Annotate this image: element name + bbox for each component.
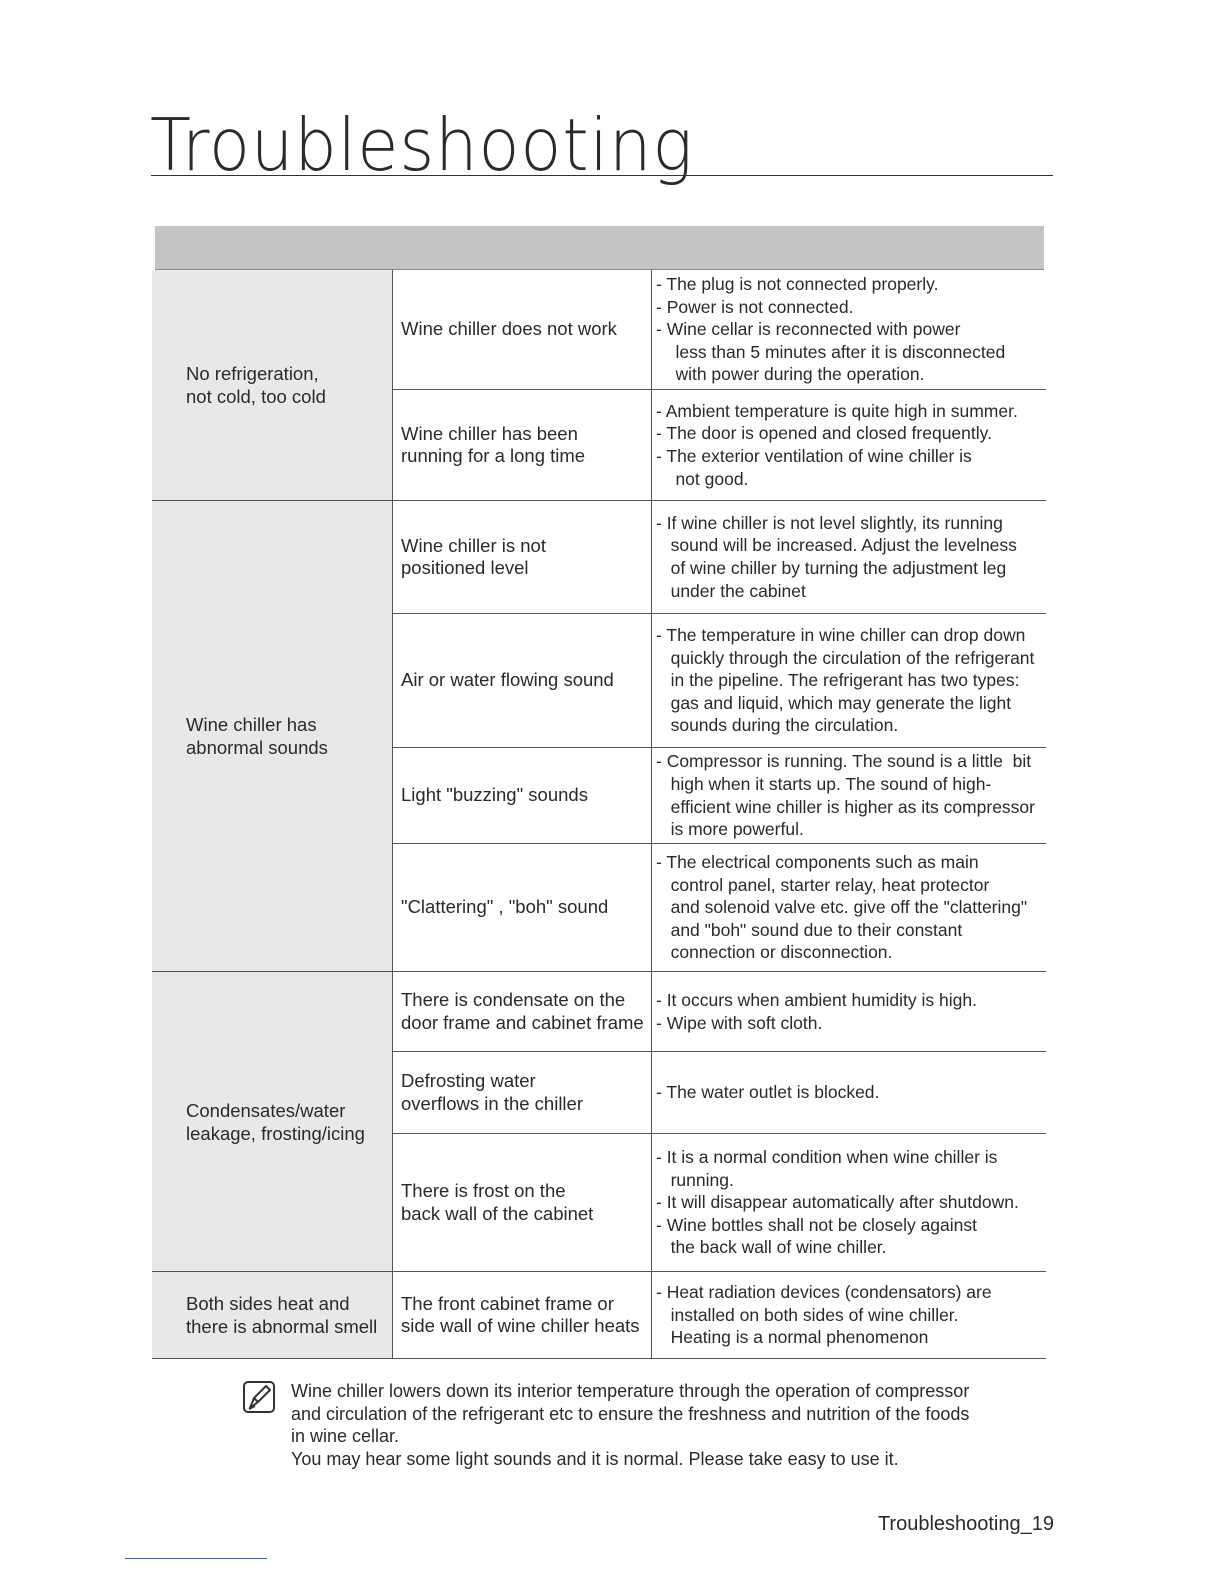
cause-rows — [393, 270, 1046, 500]
problem-cell: No refrigeration, not cold, too cold — [152, 270, 393, 500]
cause-rows — [393, 972, 1046, 1271]
note-icon — [242, 1380, 276, 1414]
cause-cell: Defrosting water overflows in the chiller — [393, 1052, 652, 1133]
solution-line: - The temperature in wine chiller can drop down — [656, 625, 1026, 646]
troubleshooting-table — [152, 270, 1046, 1359]
solution-line: less than 5 minutes after it is disconnected — [656, 341, 1006, 362]
solution-line: - It occurs when ambient humidity is high. — [656, 989, 977, 1010]
solution-line: and solenoid valve etc. give off the "clattering" — [656, 897, 1028, 918]
solution-line: sound will be increased. Adjust the levelness — [656, 535, 1017, 556]
table-row — [393, 1051, 1046, 1133]
solution-line: high when it starts up. The sound of high- — [656, 773, 992, 794]
solution-line: of wine chiller by turning the adjustment leg — [656, 558, 1007, 578]
problem-group — [152, 270, 1046, 501]
table-row — [393, 843, 1046, 971]
solution-line: with power during the operation. — [656, 364, 925, 385]
problem-cell: Condensates/water leakage, frosting/icing — [152, 972, 393, 1271]
cause-cell: Wine chiller is not positioned level — [393, 501, 652, 613]
solution-cell — [652, 844, 1046, 971]
solution-line: - Compressor is running. The sound is a little bit — [656, 751, 1032, 772]
solution-cell — [652, 501, 1046, 613]
solution-cell — [652, 1052, 1046, 1133]
solution-line: - The electrical components such as main — [656, 852, 979, 873]
solution-cell — [652, 1134, 1046, 1271]
cause-rows — [393, 501, 1046, 971]
page-title: Troubleshooting — [150, 103, 694, 187]
solution-line: - Power is not connected. — [656, 296, 854, 317]
problem-cell: Both sides heat and there is abnormal smell — [152, 1272, 393, 1358]
solution-cell — [652, 614, 1046, 747]
problem-group — [152, 501, 1046, 972]
bottom-divider — [125, 1558, 267, 1559]
solution-line: is more powerful. — [656, 819, 804, 840]
solution-line: under the cabinet — [656, 580, 806, 601]
solution-cell — [652, 748, 1046, 843]
cause-cell: The front cabinet frame or side wall of wine chiller heats — [393, 1272, 652, 1358]
table-header-bar — [155, 226, 1044, 270]
cause-cell: There is frost on the back wall of the cabinet — [393, 1134, 652, 1271]
solution-line: - Heat radiation devices (condensators) are — [656, 1282, 992, 1303]
solution-cell — [652, 972, 1046, 1051]
solution-line: - If wine chiller is not level slightly, its running — [656, 512, 1003, 533]
table-row — [393, 1272, 1046, 1358]
solution-line: the back wall of wine chiller. — [656, 1237, 887, 1258]
solution-line: installed on both sides of wine chiller. — [656, 1304, 959, 1325]
problem-cell: Wine chiller has abnormal sounds — [152, 501, 393, 971]
page-footer: Troubleshooting_19 — [877, 1513, 1054, 1535]
solution-line: in the pipeline. The refrigerant has two types: — [656, 670, 1020, 691]
problem-group — [152, 1272, 1046, 1359]
solution-cell — [652, 1272, 1046, 1358]
cause-rows — [393, 1272, 1046, 1358]
solution-line: - Wipe with soft cloth. — [656, 1012, 823, 1033]
table-row — [393, 389, 1046, 500]
cause-cell: Wine chiller has been running for a long time — [393, 390, 652, 500]
problem-group — [152, 972, 1046, 1272]
cause-cell: Air or water flowing sound — [393, 614, 652, 747]
solution-line: - It will disappear automatically after shutdown. — [656, 1192, 1019, 1213]
table-row — [393, 747, 1046, 843]
solution-line: Heating is a normal phenomenon — [656, 1327, 929, 1348]
cause-cell: There is condensate on the door frame and cabinet frame — [393, 972, 652, 1051]
solution-line: - Wine bottles shall not be closely against — [656, 1214, 977, 1235]
solution-line: and "boh" sound due to their constant — [656, 919, 963, 940]
solution-line: quickly through the circulation of the refrigerant — [656, 647, 1035, 668]
table-row — [393, 1133, 1046, 1271]
solution-line: efficient wine chiller is higher as its compressor — [656, 796, 1035, 817]
solution-line: - Wine cellar is reconnected with power — [656, 319, 961, 340]
table-row — [393, 270, 1046, 389]
cause-cell: Wine chiller does not work — [393, 270, 652, 389]
solution-cell — [652, 390, 1046, 500]
cause-cell: "Clattering" , "boh" sound — [393, 844, 652, 971]
table-row — [393, 613, 1046, 747]
solution-line: - Ambient temperature is quite high in summer. — [656, 400, 1018, 421]
solution-cell — [652, 270, 1046, 389]
cause-cell: Light "buzzing" sounds — [393, 748, 652, 843]
solution-line: connection or disconnection. — [656, 942, 893, 963]
solution-line: control panel, starter relay, heat protector — [656, 874, 990, 895]
solution-line: not good. — [656, 468, 749, 489]
title-divider — [151, 175, 1053, 176]
solution-line: running. — [656, 1169, 734, 1190]
table-row — [393, 972, 1046, 1051]
note-text: Wine chiller lowers down its interior temperature through the operation of compressor and circulation of the refrigerant etc to ensure the freshness and nutrition of the foods in wine cellar. You may hear some light sounds and it is normal. Please take easy to use it. — [291, 1381, 970, 1470]
solution-line: - The water outlet is blocked. — [656, 1082, 880, 1103]
solution-line: - The exterior ventilation of wine chiller is — [656, 446, 972, 466]
solution-line: gas and liquid, which may generate the light — [656, 692, 1012, 713]
solution-line: - The door is opened and closed frequently. — [656, 423, 992, 444]
table-row — [393, 501, 1046, 613]
solution-line: - The plug is not connected properly. — [656, 274, 939, 295]
solution-line: sounds during the circulation. — [656, 715, 899, 736]
solution-line: - It is a normal condition when wine chiller is — [656, 1147, 998, 1168]
